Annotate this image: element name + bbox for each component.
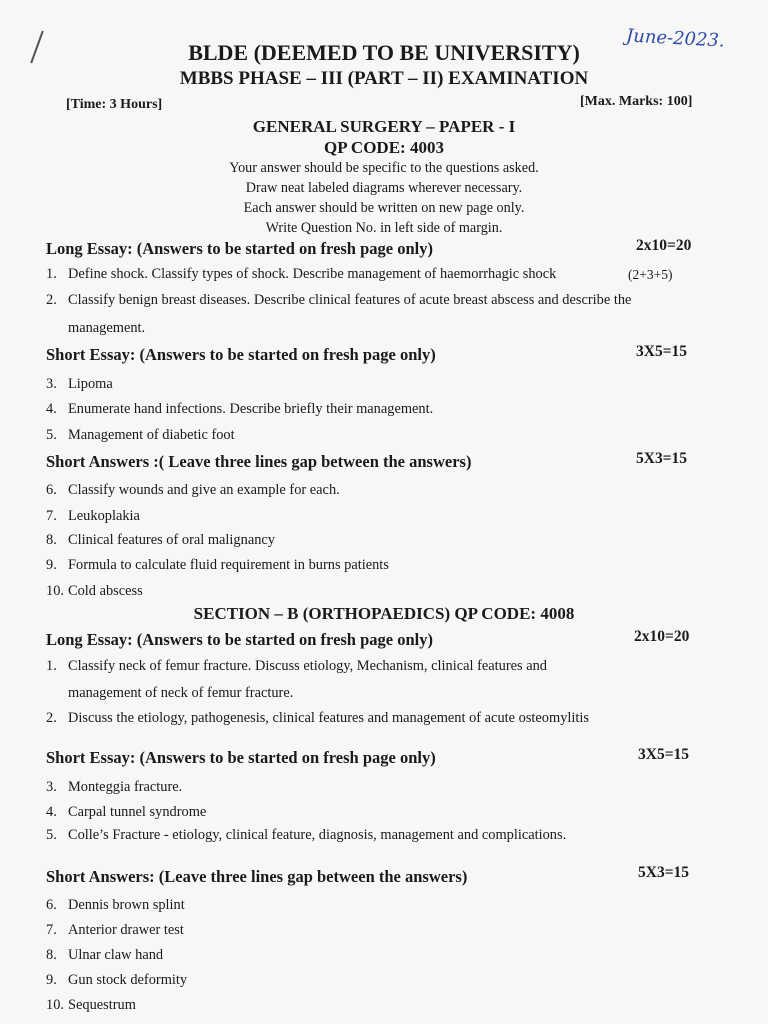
section-marks: 2x10=20 [634, 628, 690, 645]
question-item: 8. Ulnar claw hand [46, 947, 164, 963]
question-item: 9. Formula to calculate fluid requirement in burns patients [46, 557, 389, 573]
question-item: 4. Carpal tunnel syndrome [46, 804, 207, 820]
question-item: 7. Leukoplakia [46, 508, 140, 524]
instruction-line: Each answer should be written on new page only. [243, 200, 525, 216]
section-marks: 5X3=15 [636, 450, 688, 467]
university-title: BLDE (DEEMED TO BE UNIVERSITY) [188, 40, 580, 65]
question-item: 1. Classify neck of femur fracture. Discuss etiology, Mechanism, clinical features and [46, 658, 547, 674]
qp-code: QP CODE: 4003 [324, 138, 444, 157]
instruction-line: Write Question No. in left side of margin. [265, 220, 503, 236]
instruction-line: Draw neat labeled diagrams wherever necessary. [245, 180, 523, 196]
question-marks-breakdown: (2+3+5) [628, 267, 673, 282]
question-item: 2. Classify benign breast diseases. Describe clinical features of acute breast abscess and describe the [46, 292, 632, 308]
section-heading: Long Essay: (Answers to be started on fresh page only) [46, 630, 433, 649]
question-item: 10. Cold abscess [46, 583, 143, 599]
section-marks: 3X5=15 [638, 746, 690, 763]
handwritten-date: June-2023. [625, 25, 726, 52]
question-item: 4. Enumerate hand infections. Describe briefly their management. [46, 401, 434, 417]
question-continuation: management. [68, 320, 146, 336]
section-heading: Short Answers: (Leave three lines gap between the answers) [46, 867, 468, 886]
section-heading: Short Essay: (Answers to be started on fresh page only) [46, 345, 436, 364]
question-item: 8. Clinical features of oral malignancy [46, 532, 275, 548]
instruction-line: Your answer should be specific to the questions asked. [229, 160, 539, 176]
question-item: 10. Sequestrum [46, 997, 136, 1013]
question-item: 2. Discuss the etiology, pathogenesis, clinical features and management of acute osteomylitis [46, 710, 589, 726]
paper-title: GENERAL SURGERY – PAPER - I [252, 117, 516, 136]
question-item: 3. Lipoma [46, 376, 113, 392]
section-heading: Short Essay: (Answers to be started on fresh page only) [46, 748, 436, 767]
question-item: 5. Colle’s Fracture - etiology, clinical feature, diagnosis, management and complications. [46, 827, 567, 843]
max-marks: [Max. Marks: 100] [580, 94, 693, 109]
time-allowed: [Time: 3 Hours] [66, 97, 163, 112]
question-item: 9. Gun stock deformity [46, 972, 188, 988]
section-marks: 5X3=15 [638, 864, 690, 881]
question-item: 6. Dennis brown splint [46, 897, 185, 913]
section-b-title: SECTION – B (ORTHOPAEDICS) QP CODE: 4008 [193, 604, 575, 623]
section-marks: 2x10=20 [636, 237, 692, 254]
question-item: 3. Monteggia fracture. [46, 779, 183, 795]
question-continuation: management of neck of femur fracture. [68, 685, 294, 701]
question-item: 5. Management of diabetic foot [46, 427, 235, 443]
section-heading: Long Essay: (Answers to be started on fresh page only) [46, 239, 433, 258]
question-item: 1. Define shock. Classify types of shock. Describe management of haemorrhagic shock [46, 266, 557, 282]
section-heading: Short Answers :( Leave three lines gap between the answers) [46, 452, 472, 471]
question-item: 7. Anterior drawer test [46, 922, 184, 938]
question-item: 6. Classify wounds and give an example for each. [46, 482, 340, 498]
exam-title: MBBS PHASE – III (PART – II) EXAMINATION [179, 68, 589, 89]
section-marks: 3X5=15 [636, 343, 688, 360]
